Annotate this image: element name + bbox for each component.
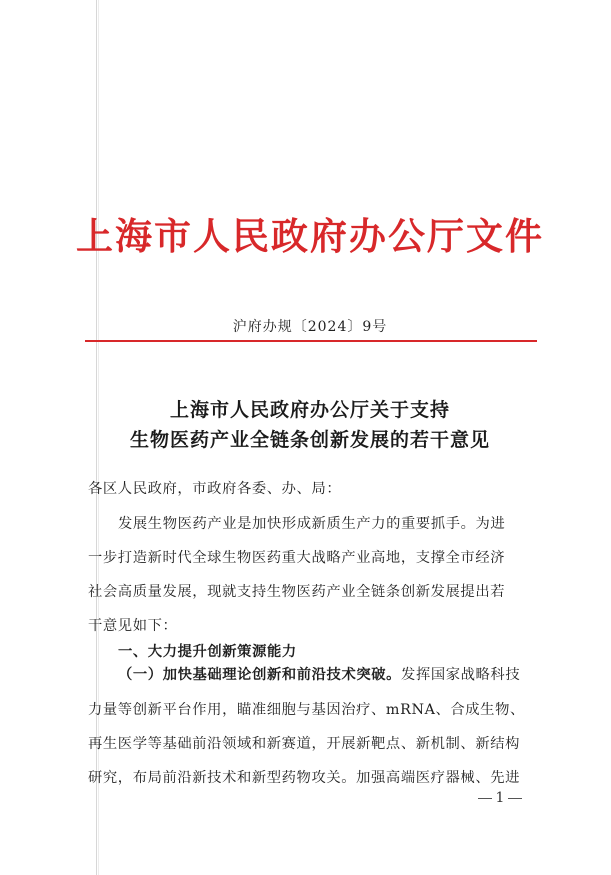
section-heading: 一、大力提升创新策源能力 <box>118 644 297 660</box>
item-1-line-4: 研究，布局前沿新技术和新型药物攻关。加强高端医疗器械、先进 <box>88 770 521 786</box>
salutation: 各区人民政府，市政府各委、办、局： <box>88 481 342 497</box>
item-1-line-3: 再生医学等基础前沿领域和新赛道，开展新靶点、新机制、新结构 <box>88 736 521 752</box>
intro-line-4: 干意见如下： <box>88 618 178 634</box>
red-separator-line <box>85 340 537 342</box>
document-title-line-2: 生物医药产业全链条创新发展的若干意见 <box>129 429 490 451</box>
page-number-value: 1 <box>495 790 505 806</box>
document-number: 沪府办规〔2024〕9号 <box>232 319 388 335</box>
intro-line-3: 社会高质量发展，现就支持生物医药产业全链条创新发展提出若 <box>88 584 506 600</box>
page-number <box>470 790 530 806</box>
item-1-line-1 <box>118 664 548 684</box>
item-1-line-2: 力量等创新平台作用，瞄准细胞与基因治疗、mRNA、合成生物、 <box>88 702 525 718</box>
intro-line-1: 发展生物医药产业是加快形成新质生产力的重要抓手。为进 <box>118 516 506 532</box>
document-masthead: 上海市人民政府办公厅文件 <box>76 214 544 258</box>
item-1-text: 发挥国家战略科技 <box>401 667 521 683</box>
page-number-dash-left <box>478 798 492 799</box>
page-number-dash-right <box>508 798 522 799</box>
document-title-line-1: 上海市人民政府办公厅关于支持 <box>169 399 450 421</box>
item-1-heading: （一）加快基础理论创新和前沿技术突破。 <box>118 667 402 683</box>
intro-line-2: 一步打造新时代全球生物医药重大战略产业高地，支撑全市经济 <box>88 550 506 566</box>
